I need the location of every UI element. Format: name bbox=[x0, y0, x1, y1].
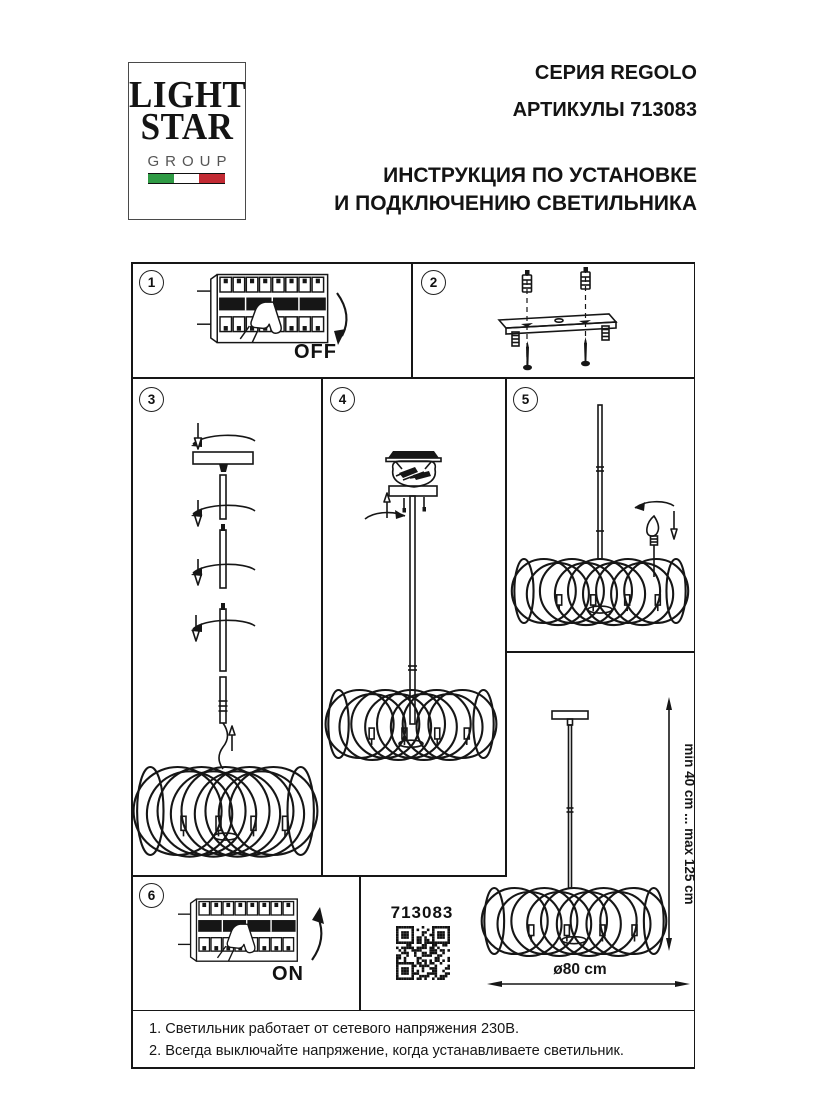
step-3-number: 3 bbox=[147, 392, 156, 407]
mounting-bar bbox=[499, 314, 616, 334]
off-label: OFF bbox=[294, 341, 337, 363]
rod-segment-1 bbox=[220, 475, 226, 519]
flag-white bbox=[174, 174, 200, 183]
step-4-badge bbox=[330, 387, 355, 412]
italian-flag-bar bbox=[148, 173, 225, 184]
panel-3-assembly-diagram bbox=[132, 379, 321, 872]
on-label: ON bbox=[272, 963, 304, 985]
flag-green bbox=[148, 174, 174, 183]
screw-left bbox=[523, 341, 532, 370]
step-4-number: 4 bbox=[338, 392, 347, 407]
height-range-label: min 40 cm ... max 125 cm bbox=[682, 743, 697, 905]
rod-segment-4 bbox=[220, 677, 226, 723]
brand-light: LIGHT bbox=[129, 73, 247, 116]
suspension-rod bbox=[598, 405, 602, 559]
rod-segment-2 bbox=[220, 530, 226, 588]
panel-6-breaker-on-diagram bbox=[132, 876, 359, 1010]
instruction-title-line2: И ПОДКЛЮЧЕНИЮ СВЕТИЛЬНИКА bbox=[334, 192, 697, 215]
flag-red bbox=[199, 174, 225, 183]
screw-right bbox=[581, 337, 590, 366]
grid-outer-bottom bbox=[131, 1067, 695, 1069]
brand-star: STAR bbox=[140, 105, 234, 148]
panel-5-bulb-diagram bbox=[507, 379, 695, 650]
step-6-badge bbox=[139, 883, 164, 908]
canopy-plate bbox=[193, 452, 253, 464]
series-title: СЕРИЯ REGOLO bbox=[534, 62, 697, 84]
step-3-badge bbox=[139, 387, 164, 412]
notes bbox=[133, 1010, 709, 1062]
panel-4-canopy-diagram bbox=[323, 379, 504, 872]
ceiling-plate bbox=[388, 451, 439, 458]
arrow-up-head bbox=[312, 907, 324, 924]
step-5-badge bbox=[513, 387, 538, 412]
dimensions-diagram bbox=[480, 652, 697, 1010]
chandelier-drum bbox=[134, 767, 318, 857]
suspension-rod bbox=[569, 725, 572, 888]
step-1-badge bbox=[139, 270, 164, 295]
chandelier-drum bbox=[512, 559, 688, 625]
article-number: 713083 bbox=[390, 903, 454, 922]
instruction-title-line1: ИНСТРУКЦИЯ ПО УСТАНОВКЕ bbox=[383, 164, 697, 187]
step-5-number: 5 bbox=[521, 392, 530, 407]
brand-group: GROUP bbox=[147, 153, 233, 170]
qr-code bbox=[396, 926, 450, 980]
candle-bulb bbox=[647, 516, 659, 577]
hanging-wire bbox=[219, 723, 228, 769]
lightstar-logo bbox=[128, 62, 246, 220]
note-2: 2. Всегда выключайте напряжение, когда устанавливаете светильник. bbox=[149, 1042, 624, 1059]
panel-1-breaker-off-diagram bbox=[131, 263, 412, 377]
step-2-badge bbox=[421, 270, 446, 295]
note-1: 1. Светильник работает от сетевого напряжения 230В. bbox=[149, 1021, 520, 1037]
step-6-number: 6 bbox=[147, 888, 156, 903]
step-2-number: 2 bbox=[429, 275, 438, 290]
chandelier-drum bbox=[326, 690, 497, 760]
panel-2-bracket-diagram bbox=[413, 263, 694, 377]
diameter-label: ø80 cm bbox=[553, 961, 607, 978]
diameter-dimension bbox=[487, 961, 690, 987]
rod-segment-3 bbox=[220, 609, 226, 671]
articles-title: АРТИКУЛЫ 713083 bbox=[512, 99, 697, 121]
chandelier-drum bbox=[482, 888, 667, 956]
grid-panel6-qr-divider bbox=[359, 875, 361, 1011]
ceiling-plate bbox=[552, 711, 588, 719]
step-1-number: 1 bbox=[147, 275, 156, 290]
height-dimension bbox=[666, 697, 697, 951]
